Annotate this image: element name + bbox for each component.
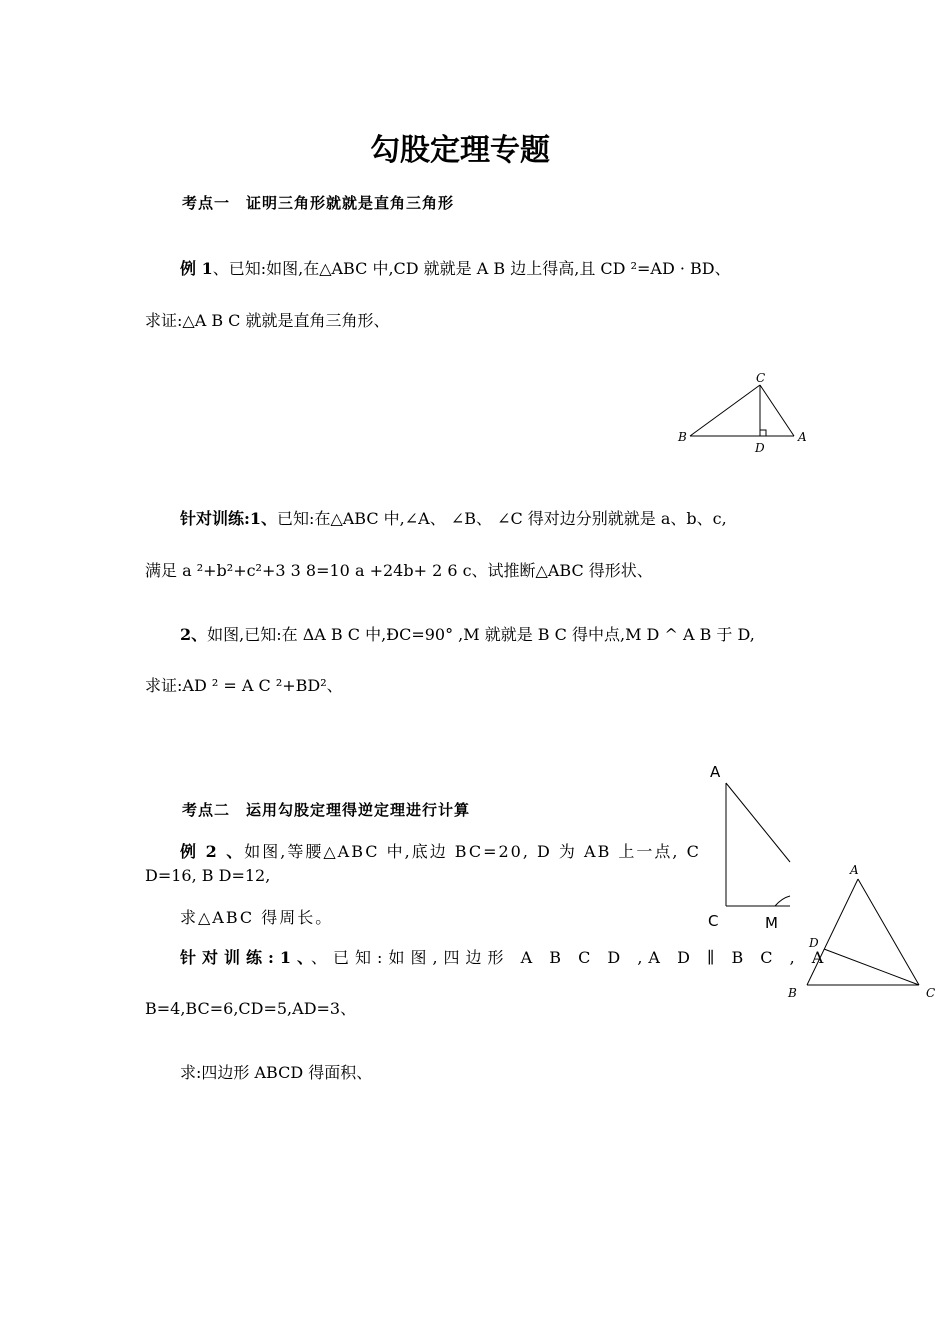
label-d: D: [755, 441, 765, 455]
page-title: 勾股定理专题: [370, 133, 550, 168]
section-1-heading: 考点一 证明三角形就就是直角三角形: [182, 194, 455, 212]
practice-3-label: 针对训练:1、: [180, 948, 312, 967]
practice-2-text: 如图,已知:在 ΔA B C 中,ÐC=90° ,M 就就是 B C 得中点,M D ^ A B 于 D,: [207, 625, 755, 644]
label-b: B: [678, 430, 687, 444]
practice-3-line-3: 求:四边形 ABCD 得面积、: [180, 1063, 373, 1082]
example-1-line-2: 求证:△A B C 就就是直角三角形、: [145, 311, 390, 330]
segment-cd: [824, 949, 919, 985]
side-a-hyp: [726, 783, 790, 862]
practice-1-text: 已知:在△ABC 中,∠A、 ∠B、 ∠C 得对边分别就就是 a、b、c,: [277, 509, 727, 528]
example-1-label: 例 1: [180, 259, 213, 278]
label-d: D: [809, 936, 819, 950]
practice-1-line-1: [180, 509, 727, 529]
label-c: C: [926, 986, 936, 1000]
label-a: A: [850, 863, 859, 877]
example-2-text: 如图,等腰△ABC 中,底边 BC=20, D 为 AB 上一点, C: [244, 842, 701, 861]
example-2-line-1: [180, 842, 701, 862]
example-1-line-1: [180, 259, 731, 279]
label-c: C: [708, 912, 719, 930]
side-bc: [690, 385, 760, 436]
figure-triangle-abc-altitude: [670, 365, 820, 460]
figure-isosceles-triangle: [780, 855, 945, 1005]
practice-2-line-2: 求证:AD ² = A C ²+BD²、: [145, 676, 343, 695]
example-2-label: 例 2 、: [180, 842, 245, 861]
label-b: B: [788, 986, 797, 1000]
side-ca: [760, 385, 794, 436]
label-a: A: [798, 430, 807, 444]
side-ac: [858, 879, 919, 985]
practice-3-text: 、已知:如图,四边形 A B C D ,A D ∥ B C , A: [311, 948, 830, 967]
label-a: A: [710, 763, 721, 781]
practice-3-line-1: [180, 948, 829, 968]
side-ab: [807, 879, 858, 985]
practice-1-line-2: 满足 a ²+b²+c²+3 3 8=10 a +24b+ 2 6 c、试推断△ABC 得形状、: [145, 561, 653, 580]
label-c: C: [756, 371, 766, 385]
right-angle-mark: [760, 430, 766, 436]
example-2-line-2: D=16, B D=12,: [145, 866, 271, 885]
practice-2-line-1: [180, 625, 755, 645]
label-m: M: [765, 914, 778, 932]
practice-3-line-2: B=4,BC=6,CD=5,AD=3、: [145, 999, 357, 1018]
practice-1-label: 针对训练:1、: [180, 509, 278, 528]
section-2-heading: 考点二 运用勾股定理得逆定理进行计算: [182, 801, 471, 819]
example-1-text: 、已知:如图,在△ABC 中,CD 就就是 A B 边上得高,且 CD ²=AD · BD、: [212, 259, 731, 278]
practice-2-label: 2、: [180, 625, 208, 644]
example-2-line-3: 求△ABC 得周长。: [180, 908, 334, 927]
